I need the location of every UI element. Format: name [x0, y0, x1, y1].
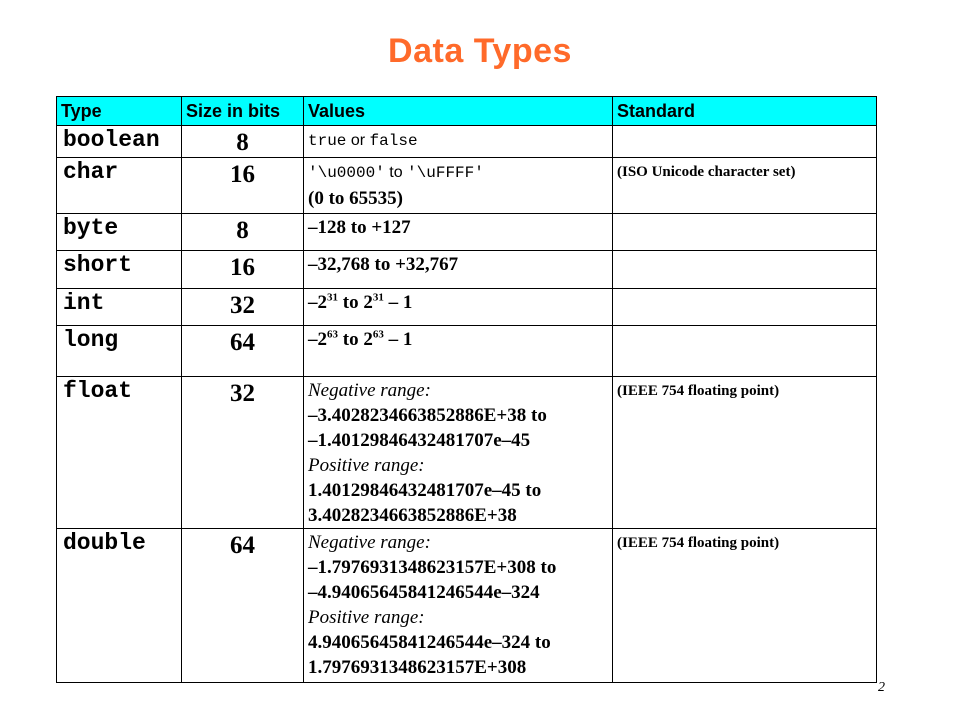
cell-standard	[613, 289, 877, 326]
value-exponent: 63	[327, 328, 338, 341]
cell-values	[304, 529, 613, 683]
cell-size: 16	[182, 158, 304, 214]
cell-values	[304, 158, 613, 214]
cell-type: boolean	[57, 126, 182, 158]
negative-range-from: –3.4028234663852886E+38 to	[308, 405, 547, 426]
negative-range-to: –4.94065645841246544e–324	[308, 582, 540, 603]
cell-standard	[613, 326, 877, 377]
value-exponent: 63	[372, 328, 384, 341]
value-exponent: 31	[372, 291, 384, 304]
table-row-byte	[57, 214, 877, 251]
data-types-table	[56, 96, 877, 683]
negative-range-from: –1.7976931348623157E+308 to	[308, 557, 557, 578]
value-false: false	[369, 132, 418, 150]
table-row-boolean	[57, 126, 877, 158]
value-range: (0 to 65535)	[308, 188, 403, 209]
cell-type: double	[57, 529, 182, 683]
value-tail: – 1	[383, 329, 413, 350]
header-size: Size in bits	[182, 97, 304, 126]
value-tail: – 1	[383, 292, 413, 313]
cell-type: long	[57, 326, 182, 377]
cell-standard: (ISO Unicode character set)	[613, 158, 877, 214]
positive-range-to: 3.4028234663852886E+38	[308, 505, 517, 526]
negative-range-to: –1.40129846432481707e–45	[308, 430, 531, 451]
cell-values: –128 to +127	[304, 214, 613, 251]
value-or: or	[346, 132, 370, 149]
positive-range-label: Positive range:	[308, 455, 425, 476]
value-base: –2	[308, 292, 327, 313]
positive-range-from: 4.94065645841246544e–324 to	[308, 632, 551, 653]
cell-size: 64	[182, 529, 304, 683]
header-values: Values	[304, 97, 613, 126]
value-mid: to 2	[338, 329, 373, 350]
cell-values	[304, 326, 613, 377]
table-row-double	[57, 529, 877, 683]
cell-values	[304, 377, 613, 529]
cell-type: byte	[57, 214, 182, 251]
table-row-long	[57, 326, 877, 377]
page-number: 2	[878, 680, 885, 695]
slide-title: Data Types	[388, 32, 572, 70]
value-from: '\u0000'	[308, 164, 385, 182]
value-true: true	[308, 132, 347, 150]
cell-size: 64	[182, 326, 304, 377]
header-standard: Standard	[613, 97, 877, 126]
header-type: Type	[57, 97, 182, 126]
table-row-char	[57, 158, 877, 214]
value-end: '\uFFFF'	[407, 164, 484, 182]
cell-size: 32	[182, 289, 304, 326]
cell-standard: (IEEE 754 floating point)	[613, 529, 877, 683]
positive-range-label: Positive range:	[308, 607, 425, 628]
cell-standard: (IEEE 754 floating point)	[613, 377, 877, 529]
cell-size: 16	[182, 251, 304, 289]
cell-size: 8	[182, 214, 304, 251]
value-exponent: 31	[327, 291, 338, 304]
cell-standard	[613, 251, 877, 289]
table-row-int	[57, 289, 877, 326]
cell-standard	[613, 214, 877, 251]
cell-values	[304, 289, 613, 326]
cell-standard	[613, 126, 877, 158]
negative-range-label: Negative range:	[308, 532, 431, 553]
cell-type: float	[57, 377, 182, 529]
table-header-row	[57, 97, 877, 126]
value-to: to	[384, 164, 408, 181]
cell-type: char	[57, 158, 182, 214]
cell-type: int	[57, 289, 182, 326]
cell-type: short	[57, 251, 182, 289]
cell-size: 8	[182, 126, 304, 158]
table-row-short	[57, 251, 877, 289]
cell-values	[304, 126, 613, 158]
cell-values: –32,768 to +32,767	[304, 251, 613, 289]
cell-size: 32	[182, 377, 304, 529]
positive-range-from: 1.40129846432481707e–45 to	[308, 480, 542, 501]
positive-range-to: 1.7976931348623157E+308	[308, 657, 527, 678]
negative-range-label: Negative range:	[308, 380, 431, 401]
value-mid: to 2	[338, 292, 373, 313]
value-base: –2	[308, 329, 327, 350]
table-row-float	[57, 377, 877, 529]
